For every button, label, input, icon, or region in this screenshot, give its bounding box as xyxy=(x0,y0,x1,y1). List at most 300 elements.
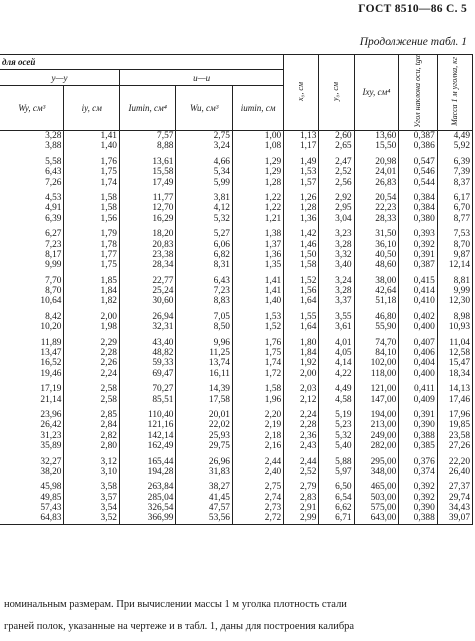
table-cell: 2,84 xyxy=(64,420,119,430)
table-cell: 0,546 xyxy=(399,167,437,177)
table-cell: 2,00 xyxy=(284,369,319,379)
table-cell: 3,37 xyxy=(319,296,354,306)
table-cell: 2,74 xyxy=(232,493,283,503)
table-cell: 5,34 xyxy=(176,167,233,177)
table-cell: 1,29 xyxy=(232,167,283,177)
table-cell: 6,70 xyxy=(437,203,472,213)
table-cell: 70,27 xyxy=(119,384,176,394)
table-cell: 4,91 xyxy=(0,203,64,213)
table-cell: 2,29 xyxy=(64,337,119,347)
table-cell: 0,406 xyxy=(399,348,437,358)
table-cell: 121,00 xyxy=(354,384,399,394)
table-cell: 4,14 xyxy=(319,358,354,368)
table-cell: 3,55 xyxy=(319,312,354,322)
table-cell: 1,49 xyxy=(284,157,319,167)
table-cell: 121,16 xyxy=(119,420,176,430)
col-header-ixy: Ixy, см⁴ xyxy=(354,55,399,131)
table-cell: 12,14 xyxy=(437,260,472,270)
table-cell: 7,70 xyxy=(0,275,64,285)
table-cell: 1,84 xyxy=(64,286,119,296)
table-cell: 14,39 xyxy=(176,384,233,394)
table-cell: 13,47 xyxy=(0,348,64,358)
table-cell: 348,00 xyxy=(354,467,399,477)
table-cell: 1,53 xyxy=(284,167,319,177)
table-cell: 2,24 xyxy=(64,369,119,379)
table-cell: 48,82 xyxy=(119,348,176,358)
table-cell: 4,58 xyxy=(319,394,354,404)
table-row xyxy=(0,384,473,394)
table-cell: 59,33 xyxy=(119,358,176,368)
table-row xyxy=(0,431,473,441)
table-cell: 2,12 xyxy=(284,394,319,404)
table-row xyxy=(0,513,473,524)
table-cell: 38,27 xyxy=(176,482,233,492)
table-cell: 23,38 xyxy=(119,250,176,260)
table-cell: 2,26 xyxy=(64,358,119,368)
table-cell: 6,06 xyxy=(176,239,233,249)
table-row xyxy=(0,348,473,358)
table-row xyxy=(0,482,473,492)
table-cell: 1,78 xyxy=(64,239,119,249)
table-cell: 2,28 xyxy=(64,348,119,358)
table-cell: 1,64 xyxy=(284,322,319,332)
table-cell: 1,52 xyxy=(232,322,283,332)
table-cell: 2,18 xyxy=(232,431,283,441)
table-cell: 0,400 xyxy=(399,322,437,332)
table-cell: 1,40 xyxy=(64,141,119,151)
table-cell: 1,13 xyxy=(284,130,319,141)
table-cell: 2,03 xyxy=(284,384,319,394)
table-cell: 3,61 xyxy=(319,322,354,332)
table-cell: 7,05 xyxy=(176,312,233,322)
table-cell: 1,55 xyxy=(284,312,319,322)
table-cell: 263,84 xyxy=(119,482,176,492)
table-cell: 1,36 xyxy=(232,250,283,260)
table-cell: 5,19 xyxy=(319,410,354,420)
table-cell: 74,70 xyxy=(354,337,399,347)
table-row xyxy=(0,250,473,260)
table-cell: 8,98 xyxy=(437,312,472,322)
col-header-iy: iy, см xyxy=(64,85,119,130)
table-cell: 7,23 xyxy=(176,286,233,296)
table-cell: 7,57 xyxy=(119,130,176,141)
table-cell: 11,25 xyxy=(176,348,233,358)
table-cell: 4,66 xyxy=(176,157,233,167)
table-row xyxy=(0,203,473,213)
table-cell: 2,95 xyxy=(319,203,354,213)
col-header-y0: y₀, см xyxy=(319,55,354,131)
table-cell: 0,407 xyxy=(399,337,437,347)
table-cell: 1,17 xyxy=(284,141,319,151)
table-row xyxy=(0,358,473,368)
table-cell: 15,58 xyxy=(119,167,176,177)
table-cell: 2,19 xyxy=(232,420,283,430)
table-cell: 3,24 xyxy=(319,275,354,285)
table-cell: 46,80 xyxy=(354,312,399,322)
table-cell: 26,42 xyxy=(0,420,64,430)
table-cell: 2,43 xyxy=(284,441,319,451)
table-cell: 8,50 xyxy=(176,322,233,332)
axis-yy-header: y—y xyxy=(0,70,119,85)
table-cell: 0,393 xyxy=(399,229,437,239)
table-cell: 465,00 xyxy=(354,482,399,492)
table-row xyxy=(0,503,473,513)
table-cell: 26,83 xyxy=(354,177,399,187)
table-cell: 2,24 xyxy=(284,410,319,420)
table-cell: 40,50 xyxy=(354,250,399,260)
table-cell: 7,23 xyxy=(0,239,64,249)
table-cell: 26,96 xyxy=(176,456,233,466)
table-cell: 10,93 xyxy=(437,322,472,332)
table-cell: 8,70 xyxy=(0,286,64,296)
table-cell: 162,49 xyxy=(119,441,176,451)
table-cell: 1,98 xyxy=(64,322,119,332)
table-cell: 0,390 xyxy=(399,420,437,430)
table-cell: 1,84 xyxy=(284,348,319,358)
table-cell: 20,01 xyxy=(176,410,233,420)
table-cell: 326,54 xyxy=(119,503,176,513)
table-cell: 0,384 xyxy=(399,193,437,203)
table-cell: 20,83 xyxy=(119,239,176,249)
table-row xyxy=(0,239,473,249)
table-cell: 249,00 xyxy=(354,431,399,441)
col-header-mass: Масса 1 м уголка, кг xyxy=(437,55,472,131)
table-cell: 53,56 xyxy=(176,513,233,524)
table-cell: 0,544 xyxy=(399,177,437,187)
table-cell: 285,04 xyxy=(119,493,176,503)
table-cell: 1,74 xyxy=(64,177,119,187)
table-cell: 1,21 xyxy=(232,214,283,224)
table-cell: 6,27 xyxy=(0,229,64,239)
table-cell: 9,99 xyxy=(0,260,64,270)
table-cell: 6,17 xyxy=(437,193,472,203)
table-cell: 17,46 xyxy=(437,394,472,404)
table-cell: 3,88 xyxy=(0,141,64,151)
table-cell: 1,75 xyxy=(232,348,283,358)
table-cell: 2,47 xyxy=(319,157,354,167)
table-cell: 6,39 xyxy=(437,157,472,167)
table-cell: 7,39 xyxy=(437,167,472,177)
table-cell: 194,28 xyxy=(119,467,176,477)
table-cell: 0,374 xyxy=(399,467,437,477)
table-row xyxy=(0,369,473,379)
table-cell: 3,81 xyxy=(176,193,233,203)
table-cell: 0,385 xyxy=(399,441,437,451)
table-cell: 0,390 xyxy=(399,503,437,513)
table-cell: 41,45 xyxy=(176,493,233,503)
col-header-x0: x₀, см xyxy=(284,55,319,131)
table-cell: 57,43 xyxy=(0,503,64,513)
table-row xyxy=(0,441,473,451)
table-cell: 22,02 xyxy=(176,420,233,430)
table-cell: 4,22 xyxy=(319,369,354,379)
table-row xyxy=(0,214,473,224)
table-cell: 14,13 xyxy=(437,384,472,394)
table-cell: 147,00 xyxy=(354,394,399,404)
table-cell: 21,14 xyxy=(0,394,64,404)
table-cell: 6,39 xyxy=(0,214,64,224)
table-cell: 575,00 xyxy=(354,503,399,513)
table-cell: 1,36 xyxy=(284,214,319,224)
table-cell: 1,79 xyxy=(64,229,119,239)
table-cell: 8,31 xyxy=(176,260,233,270)
properties-table xyxy=(0,54,473,525)
table-cell: 1,92 xyxy=(284,358,319,368)
table-cell: 2,79 xyxy=(284,482,319,492)
table-cell: 0,388 xyxy=(399,431,437,441)
table-cell: 165,44 xyxy=(119,456,176,466)
table-continuation-label: Продолжение табл. 1 xyxy=(359,36,467,48)
table-cell: 16,52 xyxy=(0,358,64,368)
table-cell: 29,74 xyxy=(437,493,472,503)
table-cell: 9,96 xyxy=(176,337,233,347)
table-cell: 3,58 xyxy=(64,482,119,492)
table-cell: 3,23 xyxy=(319,229,354,239)
table-cell: 10,20 xyxy=(0,322,64,332)
table-cell: 6,50 xyxy=(319,482,354,492)
table-body xyxy=(0,130,473,524)
table-cell: 8,81 xyxy=(437,275,472,285)
table-cell: 2,44 xyxy=(232,456,283,466)
col-header-iumin-radius: iumin, см xyxy=(232,85,283,130)
table-cell: 5,27 xyxy=(176,229,233,239)
table-cell: 6,71 xyxy=(319,513,354,524)
table-cell: 0,380 xyxy=(399,214,437,224)
table-cell: 1,00 xyxy=(232,130,283,141)
table-cell: 8,37 xyxy=(437,177,472,187)
table-row xyxy=(0,177,473,187)
table-cell: 110,40 xyxy=(119,410,176,420)
table-cell: 32,27 xyxy=(0,456,64,466)
table-cell: 2,52 xyxy=(284,467,319,477)
table-cell: 27,26 xyxy=(437,441,472,451)
table-cell: 0,388 xyxy=(399,513,437,524)
axes-group-header: для осей xyxy=(0,55,284,70)
table-cell: 48,60 xyxy=(354,260,399,270)
table-cell: 49,85 xyxy=(0,493,64,503)
table-cell: 3,32 xyxy=(319,250,354,260)
table-cell: 19,85 xyxy=(437,420,472,430)
table-cell: 8,77 xyxy=(437,214,472,224)
table-cell: 1,76 xyxy=(232,337,283,347)
col-header-wu: Wu, см³ xyxy=(176,85,233,130)
table-cell: 25,24 xyxy=(119,286,176,296)
table-cell: 1,35 xyxy=(232,260,283,270)
table-cell: 31,50 xyxy=(354,229,399,239)
table-cell: 0,392 xyxy=(399,482,437,492)
table-cell: 3,57 xyxy=(64,493,119,503)
table-cell: 4,01 xyxy=(319,337,354,347)
table-cell: 2,58 xyxy=(64,384,119,394)
table-cell: 1,64 xyxy=(284,296,319,306)
table-cell: 12,70 xyxy=(119,203,176,213)
table-cell: 142,14 xyxy=(119,431,176,441)
table-cell: 1,80 xyxy=(284,337,319,347)
table-cell: 55,90 xyxy=(354,322,399,332)
table-cell: 17,96 xyxy=(437,410,472,420)
table-cell: 28,33 xyxy=(354,214,399,224)
table-cell: 0,391 xyxy=(399,410,437,420)
table-cell: 0,387 xyxy=(399,130,437,141)
table-cell: 9,87 xyxy=(437,250,472,260)
table-cell: 2,83 xyxy=(284,493,319,503)
table-cell: 0,415 xyxy=(399,275,437,285)
table-cell: 2,28 xyxy=(284,420,319,430)
table-cell: 6,43 xyxy=(176,275,233,285)
table-cell: 8,88 xyxy=(119,141,176,151)
table-cell: 1,28 xyxy=(232,177,283,187)
table-cell: 19,46 xyxy=(0,369,64,379)
table-cell: 6,43 xyxy=(0,167,64,177)
table-cell: 2,73 xyxy=(232,503,283,513)
table-cell: 16,29 xyxy=(119,214,176,224)
table-cell: 20,98 xyxy=(354,157,399,167)
table-cell: 0,392 xyxy=(399,493,437,503)
table-cell: 8,83 xyxy=(176,296,233,306)
table-cell: 3,24 xyxy=(176,141,233,151)
table-cell: 2,00 xyxy=(64,312,119,322)
table-cell: 27,37 xyxy=(437,482,472,492)
table-cell: 1,41 xyxy=(232,286,283,296)
table-cell: 1,57 xyxy=(284,177,319,187)
table-cell: 213,00 xyxy=(354,420,399,430)
table-cell: 2,75 xyxy=(176,130,233,141)
table-cell: 5,23 xyxy=(319,420,354,430)
table-cell: 1,56 xyxy=(284,286,319,296)
table-cell: 2,40 xyxy=(232,467,283,477)
table-cell: 2,58 xyxy=(64,394,119,404)
table-cell: 3,54 xyxy=(64,503,119,513)
table-cell: 13,61 xyxy=(119,157,176,167)
table-cell: 0,376 xyxy=(399,456,437,466)
table-cell: 45,98 xyxy=(0,482,64,492)
table-cell: 9,99 xyxy=(437,286,472,296)
table-cell: 295,00 xyxy=(354,456,399,466)
table-cell: 2,91 xyxy=(284,503,319,513)
table-cell: 1,41 xyxy=(232,275,283,285)
table-cell: 1,56 xyxy=(64,214,119,224)
table-cell: 1,22 xyxy=(232,203,283,213)
table-row xyxy=(0,322,473,332)
table-cell: 3,28 xyxy=(0,130,64,141)
table-cell: 25,93 xyxy=(176,431,233,441)
table-cell: 23,58 xyxy=(437,431,472,441)
table-cell: 3,28 xyxy=(319,286,354,296)
table-cell: 5,92 xyxy=(437,141,472,151)
table-cell: 1,37 xyxy=(232,239,283,249)
table-cell: 3,04 xyxy=(319,214,354,224)
table-cell: 0,391 xyxy=(399,250,437,260)
footer-line-1: номинальным размерам. При вычислении массы 1 м уголка плотность стали xyxy=(4,599,347,610)
table-cell: 2,92 xyxy=(319,193,354,203)
table-cell: 0,410 xyxy=(399,296,437,306)
table-cell: 7,26 xyxy=(0,177,64,187)
table-cell: 13,74 xyxy=(176,358,233,368)
table-cell: 11,89 xyxy=(0,337,64,347)
table-cell: 22,77 xyxy=(119,275,176,285)
table-row xyxy=(0,260,473,270)
table-cell: 1,08 xyxy=(232,141,283,151)
table-cell: 84,10 xyxy=(354,348,399,358)
table-cell: 2,36 xyxy=(284,431,319,441)
table-cell: 4,49 xyxy=(437,130,472,141)
table-cell: 11,77 xyxy=(119,193,176,203)
table-cell: 38,20 xyxy=(0,467,64,477)
table-cell: 0,387 xyxy=(399,260,437,270)
table-cell: 36,10 xyxy=(354,239,399,249)
table-cell: 1,85 xyxy=(64,275,119,285)
table-cell: 22,23 xyxy=(354,203,399,213)
col-header-iumin-moment: Iumin, см⁴ xyxy=(119,85,176,130)
table-cell: 5,99 xyxy=(176,177,233,187)
table-cell: 3,10 xyxy=(64,467,119,477)
table-cell: 85,51 xyxy=(119,394,176,404)
table-cell: 1,75 xyxy=(64,167,119,177)
table-row xyxy=(0,337,473,347)
table-cell: 2,20 xyxy=(232,410,283,420)
table-cell: 12,58 xyxy=(437,348,472,358)
table-cell: 366,99 xyxy=(119,513,176,524)
table-cell: 1,76 xyxy=(64,157,119,167)
table-cell: 8,42 xyxy=(0,312,64,322)
table-cell: 11,04 xyxy=(437,337,472,347)
table-cell: 1,53 xyxy=(232,312,283,322)
table-cell: 17,58 xyxy=(176,394,233,404)
table-cell: 1,40 xyxy=(232,296,283,306)
table-cell: 2,52 xyxy=(319,167,354,177)
table-cell: 5,97 xyxy=(319,467,354,477)
table-row xyxy=(0,493,473,503)
table-cell: 3,52 xyxy=(64,513,119,524)
table-cell: 2,72 xyxy=(232,513,283,524)
table-cell: 32,31 xyxy=(119,322,176,332)
table-cell: 1,96 xyxy=(232,394,283,404)
table-cell: 2,65 xyxy=(319,141,354,151)
table-row xyxy=(0,456,473,466)
table-cell: 47,57 xyxy=(176,503,233,513)
table-cell: 30,60 xyxy=(119,296,176,306)
table-cell: 0,392 xyxy=(399,239,437,249)
table-cell: 3,28 xyxy=(319,239,354,249)
col-header-angle: Угол наклона оси, tgα xyxy=(399,55,437,131)
table-row xyxy=(0,286,473,296)
table-cell: 1,46 xyxy=(284,239,319,249)
table-cell: 5,32 xyxy=(319,431,354,441)
table-cell: 22,20 xyxy=(437,456,472,466)
table-cell: 26,94 xyxy=(119,312,176,322)
table-cell: 1,50 xyxy=(284,250,319,260)
table-cell: 28,34 xyxy=(119,260,176,270)
table-cell: 6,62 xyxy=(319,503,354,513)
table-cell: 29,75 xyxy=(176,441,233,451)
table-cell: 0,400 xyxy=(399,369,437,379)
table-cell: 5,40 xyxy=(319,441,354,451)
table-row xyxy=(0,467,473,477)
table-cell: 102,00 xyxy=(354,358,399,368)
table-cell: 1,82 xyxy=(64,296,119,306)
table-cell: 2,82 xyxy=(64,431,119,441)
table-cell: 282,00 xyxy=(354,441,399,451)
table-cell: 6,54 xyxy=(319,493,354,503)
table-cell: 1,58 xyxy=(64,193,119,203)
table-cell: 1,58 xyxy=(284,260,319,270)
table-cell: 1,72 xyxy=(232,369,283,379)
axis-uu-header: u—u xyxy=(119,70,283,85)
table-cell: 12,30 xyxy=(437,296,472,306)
table-row xyxy=(0,193,473,203)
table-cell: 643,00 xyxy=(354,513,399,524)
table-cell: 118,00 xyxy=(354,369,399,379)
